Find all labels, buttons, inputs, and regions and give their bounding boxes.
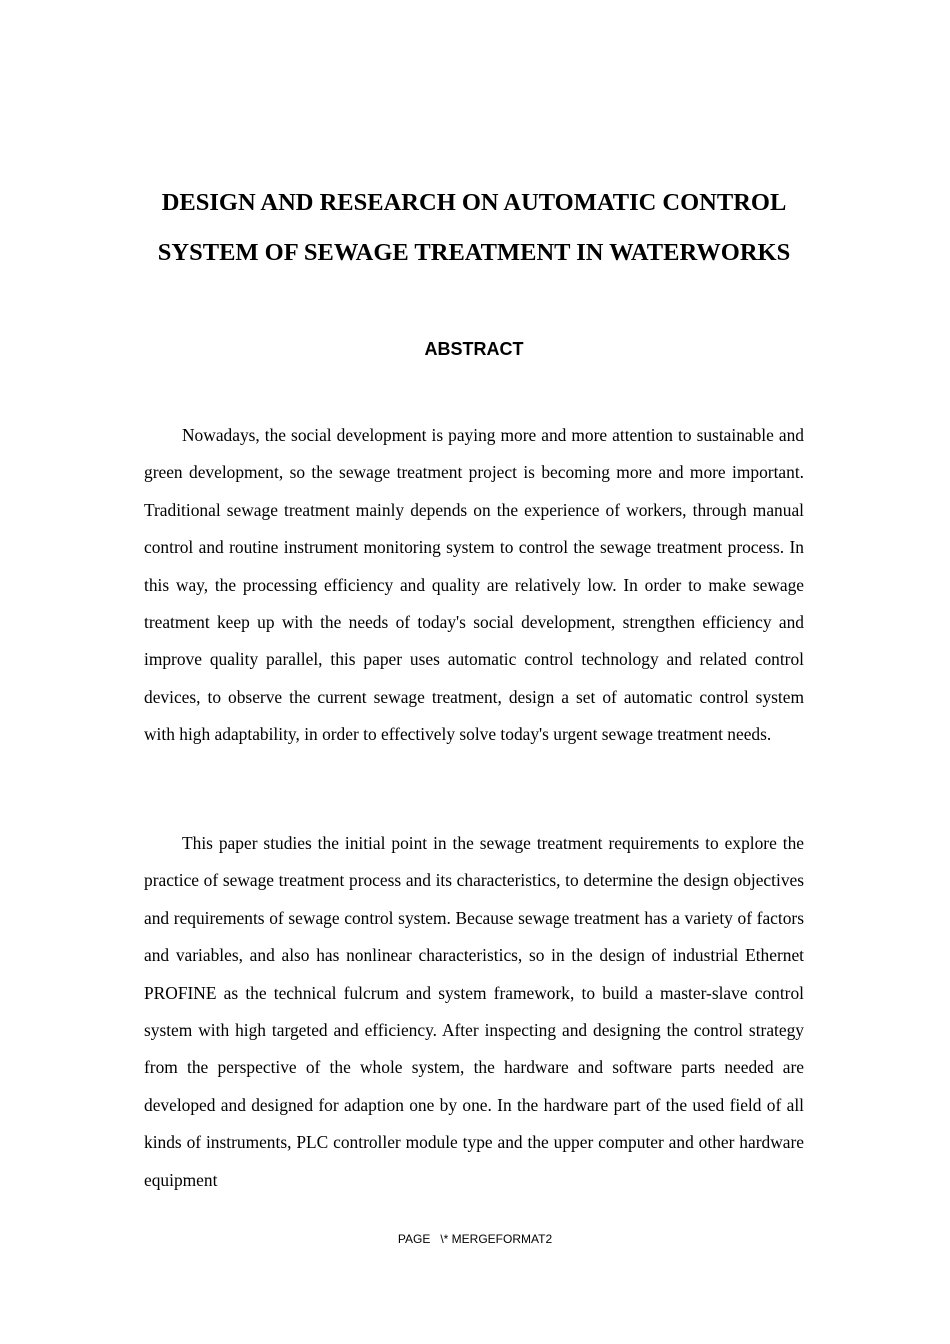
document-title	[144, 178, 804, 278]
title-line-2: SYSTEM OF SEWAGE TREATMENT IN WATERWORKS	[157, 239, 791, 266]
abstract-paragraph-2: This paper studies the initial point in the sewage treatment requirements to explore the practice of sewage treatment process and its characteristics, to determine the design objectives and requirements of sewage control system. Because sewage treatment has a variety of factors and variables, and also has nonlinear characteristics, so in the design of industrial Ethernet PROFINE as the technical fulcrum and system framework, to build a master-slave control system with high targeted and efficiency. After inspecting and designing the control strategy from the perspective of the whole system, the hardware and software parts needed are developed and designed for adaption one by one. In the hardware part of the used field of all kinds of instruments, PLC controller module type and the upper computer and other hardware equipment	[144, 833, 804, 1190]
abstract-heading: ABSTRACT	[424, 339, 524, 359]
title-line-1: DESIGN AND RESEARCH ON AUTOMATIC CONTROL	[161, 189, 787, 216]
abstract-paragraph-1: Nowadays, the social development is paying more and more attention to sustainable and green development, so the sewage treatment project is becoming more and more important. Traditional sewage treatment mainly depends on the experience of workers, through manual control and routine instrument monitoring system to control the sewage treatment process. In this way, the processing efficiency and quality are relatively low. In order to make sewage treatment keep up with the needs of today's social development, strengthen efficiency and improve quality parallel, this paper uses automatic control technology and related control devices, to observe the current sewage treatment, design a set of automatic control system with high adaptability, in order to effectively solve today's urgent sewage treatment needs.	[144, 425, 804, 745]
page-footer: PAGE \* MERGEFORMAT2	[397, 1232, 553, 1246]
